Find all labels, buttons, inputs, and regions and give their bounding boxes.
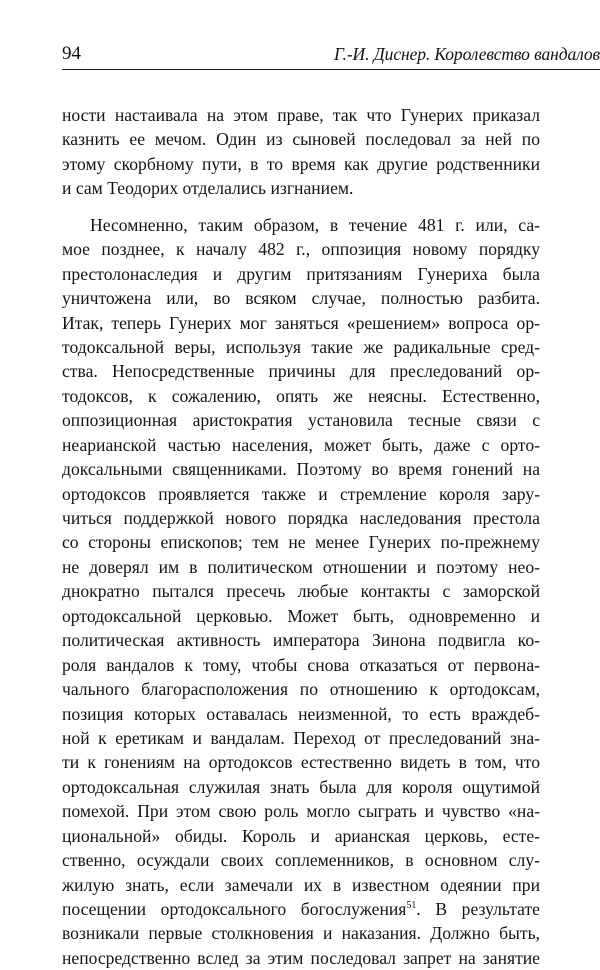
text-line: ности настаивала на этом праве, так что Гунерих приказал	[62, 105, 540, 125]
paragraph-gap	[62, 201, 540, 213]
text-line: и сам Теодорих отделались изгнанием.	[62, 178, 354, 199]
text-line: Итак, теперь Гунерих мог заняться «решением» вопроса ор-	[62, 312, 540, 333]
header-rule	[62, 69, 600, 70]
text-line-end: . В результате	[416, 899, 540, 919]
text-line: ственно, осуждали своих соплеменников, в основном слу-	[62, 850, 540, 871]
body-text	[62, 103, 540, 970]
text-line: Несомненно, таким образом, в течение 481 г. или, са-	[90, 214, 540, 235]
text-line: тодоксальной веры, используя такие же радикальные сред-	[62, 336, 540, 357]
text-line: тодоксов, к сожалению, опять же неясны. Естественно,	[62, 385, 540, 406]
text-line: не доверял им в политическом отношении и поэтому нео-	[62, 556, 540, 577]
text-line: роля вандалов к тому, чтобы снова отказаться от первона-	[62, 654, 540, 675]
running-head	[62, 41, 600, 71]
text-line-with-footnote	[62, 897, 540, 921]
text-line: ной к еретикам и вандалам. Переход от преследований зна-	[62, 727, 540, 748]
text-line: ортодоксальная служилая знать была для короля ощутимой	[62, 776, 540, 797]
paragraph-2	[62, 213, 540, 970]
text-line: циональной» обиды. Король и арианская церковь, есте-	[62, 825, 540, 846]
text-line-start: посещении ортодоксального богослужения	[62, 899, 407, 919]
text-line: оппозиционная аристократия установила тесные связи с	[62, 410, 540, 431]
text-line: ортодоксальной церковью. Может быть, одновременно и	[62, 605, 540, 626]
text-line: казнить ее мечом. Один из сыновей последовал за ней по	[62, 129, 540, 150]
running-title: Г.-И. Диснер. Королевство вандалов	[334, 44, 600, 64]
text-line: чального благорасположения по отношению к ортодоксам,	[62, 679, 540, 700]
text-line: жилую знать, если замечали их в известном одеянии при	[62, 874, 540, 895]
page-number: 94	[62, 43, 81, 64]
text-line: мое позднее, к началу 482 г., оппозиция новому порядку	[62, 239, 540, 260]
text-line: помехой. При этом свою роль могло сыграть и чувство «на-	[62, 801, 540, 822]
text-line: позиция которых оставалась неизменной, то есть враждеб-	[62, 703, 540, 724]
text-line: со стороны епископов; тем не менее Гунерих по-прежнему	[62, 532, 540, 553]
text-line: ортодоксов проявляется также и стремление короля зару-	[62, 483, 540, 504]
text-line: возникали первые столкновения и наказания. Должно быть,	[62, 923, 540, 944]
text-line: ти к гонениям на ортодоксов естественно видеть в том, что	[62, 752, 540, 773]
text-line: читься поддержкой нового порядка наследования престола	[62, 508, 540, 528]
text-line: доксальными священниками. Поэтому во время гонений на	[62, 459, 540, 480]
text-line: престолонаследия и другим притязаниям Гунериха была	[62, 263, 540, 284]
paragraph-1	[62, 103, 540, 201]
text-line: неарианской частью населения, может быть, даже с орто-	[62, 434, 540, 455]
text-line: днократно пытался пресечь любые контакты с заморской	[62, 581, 540, 602]
text-line: ства. Непосредственные причины для преследований ор-	[62, 361, 540, 382]
footnote-ref: 51	[406, 900, 417, 911]
text-line: уничтожена или, во всяком случае, полностью разбита.	[62, 288, 540, 309]
text-line: политическая активность императора Зинона подвигла ко-	[62, 630, 540, 651]
text-line: этому скорбному пути, в то время как другие родственники	[62, 153, 540, 174]
text-line: непосредственно вслед за этим последовал запрет на занятие	[62, 947, 540, 968]
